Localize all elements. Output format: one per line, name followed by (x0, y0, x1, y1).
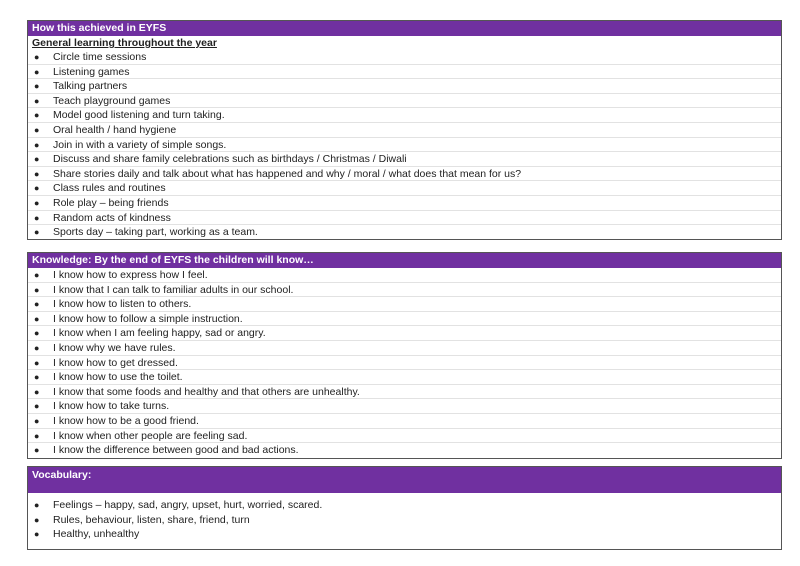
list-item (28, 326, 781, 341)
bullet-icon: ● (34, 529, 40, 540)
bullet-icon: ● (34, 168, 40, 179)
bullet-icon: ● (34, 415, 40, 426)
list-item-text: I know why we have rules. (53, 341, 176, 354)
list-item (28, 498, 781, 513)
list-item (28, 399, 781, 414)
bullet-icon: ● (34, 212, 40, 223)
list-item (28, 65, 781, 80)
list-item (28, 429, 781, 444)
list-item-text: I know that I can talk to familiar adults in our school. (53, 283, 294, 296)
eyfs-section (27, 20, 782, 240)
list-item-text: Healthy, unhealthy (53, 528, 140, 541)
list-item (28, 268, 781, 283)
bullet-icon: ● (34, 66, 40, 77)
list-item-text: Feelings – happy, sad, angry, upset, hurt, worried, scared. (53, 499, 323, 511)
list-item-text: I know how to be a good friend. (53, 414, 199, 427)
list-item (28, 341, 781, 356)
bullet-icon: ● (34, 270, 40, 280)
list-item-text: I know how to listen to others. (53, 298, 192, 311)
vocabulary-section (27, 466, 782, 550)
knowledge-section-header: Knowledge: By the end of EYFS the children will know… (28, 253, 781, 268)
bullet-icon: ● (34, 197, 40, 208)
list-item-text: Circle time sessions (53, 51, 147, 63)
list-item-text: I know the difference between good and bad actions. (53, 444, 299, 457)
list-item (28, 108, 781, 123)
list-item (28, 513, 781, 528)
bullet-icon: ● (34, 401, 40, 412)
list-item (28, 79, 781, 94)
list-item (28, 385, 781, 400)
vocabulary-section-header: Vocabulary: (28, 467, 781, 493)
list-item (28, 225, 781, 240)
list-item-text: Listening games (53, 65, 130, 78)
list-item-text: Class rules and routines (53, 182, 166, 195)
list-item-text: Talking partners (53, 80, 128, 93)
list-item-text: I know how to take turns. (53, 400, 170, 413)
knowledge-section (27, 252, 782, 459)
eyfs-section-header: How this achieved in EYFS (28, 21, 781, 36)
bullet-icon: ● (34, 110, 40, 121)
list-item (28, 414, 781, 429)
list-item-text: Discuss and share family celebrations such as birthdays / Christmas / Diwali (53, 153, 407, 166)
bullet-icon: ● (34, 52, 40, 62)
list-item-text: I know when I am feeling happy, sad or angry. (53, 327, 266, 340)
list-item (28, 443, 781, 458)
bullet-icon: ● (34, 445, 40, 456)
list-item (28, 138, 781, 153)
knowledge-list (28, 268, 781, 458)
bullet-icon: ● (34, 154, 40, 165)
list-item-text: Teach playground games (53, 94, 171, 107)
bullet-icon: ● (34, 124, 40, 135)
bullet-icon: ● (34, 500, 40, 510)
list-item-text: I know that some foods and healthy and that others are unhealthy. (53, 385, 360, 398)
bullet-icon: ● (34, 313, 40, 324)
vocabulary-list (28, 498, 781, 542)
list-item-text: Oral health / hand hygiene (53, 123, 177, 136)
list-item (28, 152, 781, 167)
bullet-icon: ● (34, 95, 40, 106)
bullet-icon: ● (34, 284, 40, 295)
bullet-icon: ● (34, 183, 40, 194)
list-item (28, 167, 781, 182)
list-item (28, 50, 781, 65)
list-item (28, 312, 781, 327)
list-item (28, 370, 781, 385)
list-item-text: Role play – being friends (53, 196, 169, 209)
bullet-icon: ● (34, 227, 40, 238)
eyfs-subheading: General learning throughout the year (32, 37, 217, 49)
list-item-text: Model good listening and turn taking. (53, 109, 225, 122)
list-item (28, 123, 781, 138)
bullet-icon: ● (34, 430, 40, 441)
list-item-text: I know how to get dressed. (53, 356, 178, 369)
list-item (28, 297, 781, 312)
bullet-icon: ● (34, 372, 40, 383)
list-item (28, 181, 781, 196)
list-item-text: Random acts of kindness (53, 211, 171, 224)
bullet-icon: ● (34, 386, 40, 397)
list-item (28, 196, 781, 211)
list-item-text: I know how to express how I feel. (53, 269, 208, 281)
eyfs-list (28, 50, 781, 240)
list-item-text: I know how to follow a simple instruction. (53, 312, 243, 325)
bullet-icon: ● (34, 514, 40, 525)
list-item (28, 356, 781, 371)
bullet-icon: ● (34, 139, 40, 150)
list-item-text: I know when other people are feeling sad. (53, 429, 248, 442)
list-item (28, 211, 781, 226)
list-item-text: Sports day – taking part, working as a team. (53, 226, 258, 239)
bullet-icon: ● (34, 357, 40, 368)
list-item-text: Join in with a variety of simple songs. (53, 138, 227, 151)
list-item-text: I know how to use the toilet. (53, 371, 183, 384)
bullet-icon: ● (34, 81, 40, 92)
list-item (28, 527, 781, 542)
list-item (28, 283, 781, 298)
bullet-icon: ● (34, 328, 40, 339)
bullet-icon: ● (34, 299, 40, 310)
list-item-text: Share stories daily and talk about what has happened and why / moral / what does that mean for us? (53, 167, 522, 180)
list-item-text: Rules, behaviour, listen, share, friend, turn (53, 513, 250, 526)
bullet-icon: ● (34, 342, 40, 353)
list-item (28, 94, 781, 109)
